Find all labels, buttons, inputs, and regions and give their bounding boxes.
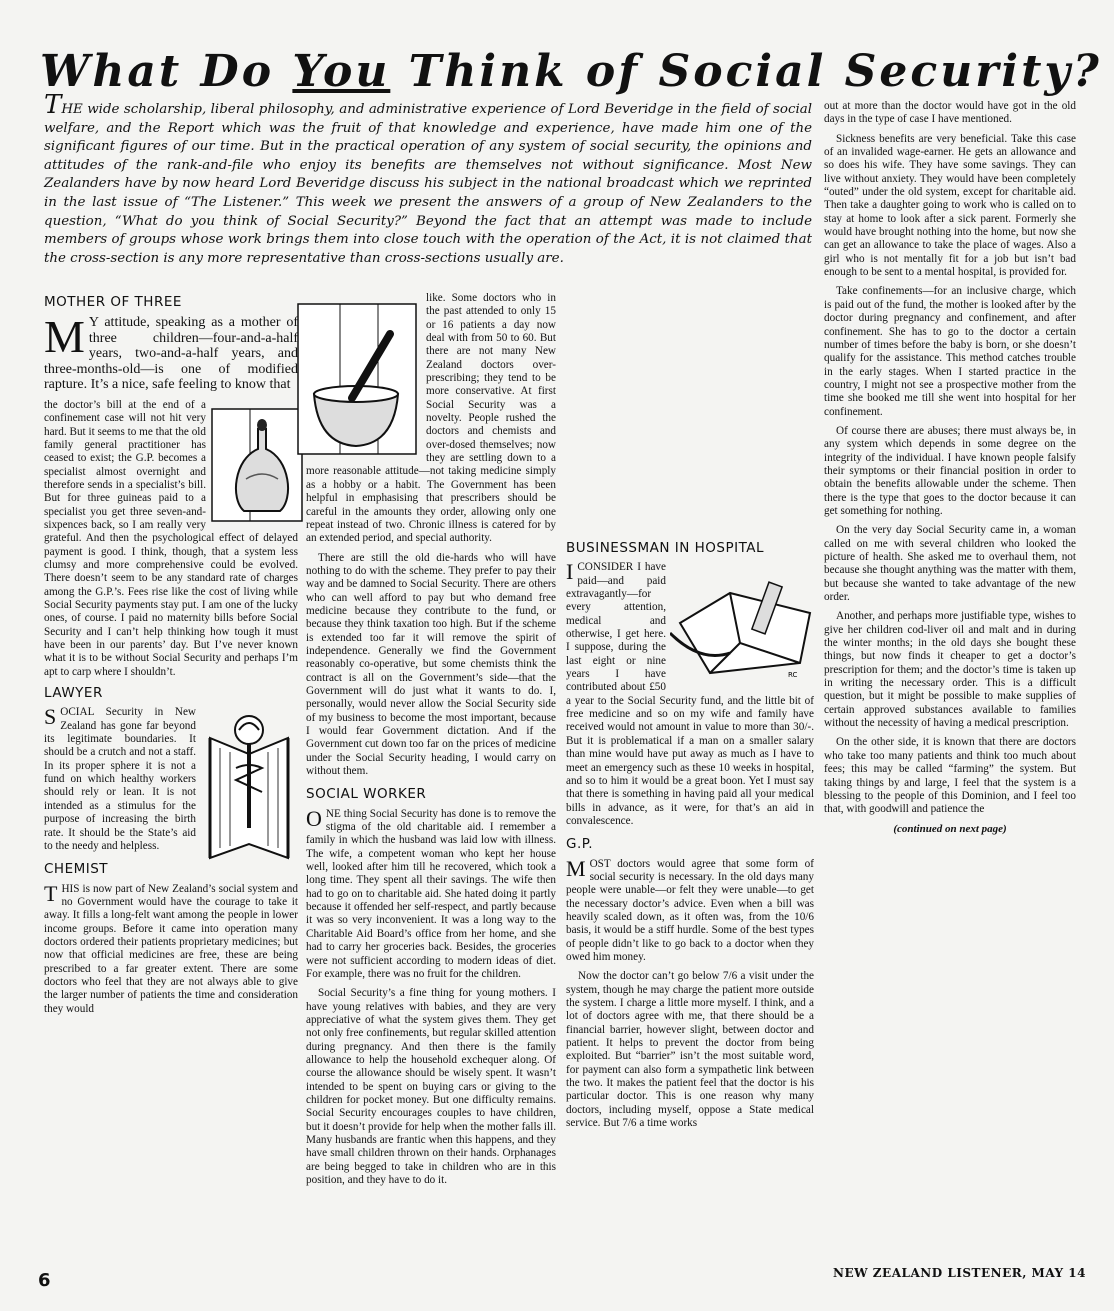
intro-paragraph: THE wide scholarship, liberal philosophy, and administrative experience of Lord Beveridge in the field of social welfare, and the Report which was the fruit of that knowledge and experience, have made him one of the significant figures of our time. But in the practical operation of any system of social security, the opinions and attitudes of the rank-and-file who enjoy its benefits are themselves not without significance. Most New Zealanders have by now heard Lord Beveridge discuss his subject in the national broadcast which we reprinted in the last issue of “The Listener.” This week we present the answers of a group of New Zealanders to the question, “What do you think of Social Security?” Beyond the fact that an attempt was made to include members of groups whose work brings them into close touch with the operation of the Act, it is not claimed that the cross-section is any more representative than cross-sections usually are.: [44, 90, 812, 266]
gp-body-9: On the other side, it is known that there are doctors who take too many patients and think too much about fees; this may be called “farming” the system. But taking things by and large, I feel that the system is a blessing to the people of this Dominion, and I feel too that, with goodwill and patience the: [824, 736, 1076, 816]
gp-body-5: Take confinements—for an inclusive charge, which is paid out of the fund, the mother is looked after by the doctor during pregnancy and confinement, and after confinement. She has to go to the doctor a certain number of times before the baby is born, or she doesn’t qualify for the assistance. This method catches trouble in the early stages. When I started practice in the country, I might not see a prospective mother from the time she booked me till she went into hospital for her confinement.: [824, 285, 1076, 418]
mother-body: the doctor’s bill at the end of a confinement case will not hit very hard. But it seems to me that the old family general practitioner has ceased to exist; the G.P. becomes a specialist almost overnight and therefore sends in a specialist’s bill. But for three guineas paid to a specialist you get three seven-and-sixpences back, so I am really very grateful. And then the psychological effect of delayed payment is good. I think, though, that a system less clumsy and more comprehensive could be evolved. There doesn’t seem to be any standard rate of charges among the G.P.’s. Fees rise like the cost of living while Social Security payments stay put. I am one of the lucky ones, of course. I paid no maternity bills before Social Security and I can’t help thinking how tough it must have been in our parents’ day. But I’ve never known what it is to be without Social Security and perhaps I’m apt to carp where I shouldn’t.: [44, 399, 298, 679]
mother-lead: M Y attitude, speaking as a mother of three children—four-and-a-half years, two-and-a-half years, and three-months-old—is one of modified rapture. It’s a nice, safe feeling to know that: [44, 311, 298, 393]
lawyer-body: SOCIAL Security in New Zealand has gone far beyond its legitimate boundaries. It should be a crutch and not a staff. In its proper sphere it is not a fund on which healthy workers should rely or lean. It is not intended as a stimulus for the purpose of increasing the birth rate. It should be the State’s aid to the needy and helpless.: [44, 706, 298, 853]
decanter-illustration: [210, 399, 306, 523]
gp-body-7: On the very day Social Security came in, a woman called on me with several children who looked the picture of health. She asked me to overhaul them, not because she thought anything was the matter with them, but because she wanted to take advantage of the new order.: [824, 524, 1076, 604]
gp-body-2: Now the doctor can’t go below 7/6 a visit under the system, though he may charge the patient more outside the system. I charge a little more myself. I think, and a lot of doctors agree with me, that there should be a financial barrier, however slight, between doctor and patient. It helps to prevent the doctor from being exploited. But “barrier” isn’t the most suitable word, for payment can also form a sympathetic link between the two. It makes the patient feel that the doctor is his particular doctor. This is one reason why many doctors, including myself, oppose a State medical service. But 7/6 a time works: [566, 970, 814, 1130]
gp-body-4: Sickness benefits are very beneficial. Take this case of an invalided wage-earner. He gets an allowance and so does his wife. They have some savings. They can live without anxiety. They would have been completely “outed” under the old system, except for charitable aid. Then take a daughter going to work who is called on to stay at home to look after a sick parent. Formerly she would have brought nothing into the home, but now she can get an allowance to take the place of wages. Also a girl who is not mentally fit for a job but isn’t bad enough to be sent to a mental hospital, is provided for.: [824, 132, 1076, 279]
gp-body-6: Of course there are abuses; there must always be, in any system which depends in some degree on the integrity of the individual. I have known people falsify their symptoms or their financial position in order to obtain the benefits allowable under the scheme. Then there is the type that goes to the doctor because it can get something for nothing.: [824, 424, 1076, 517]
doctors-bag-illustration: [670, 563, 820, 683]
section-heading-lawyer: LAWYER: [44, 685, 103, 702]
page-number: 6: [38, 1270, 51, 1291]
gp-body-8: Another, and perhaps more justifiable type, wishes to give her children cod-liver oil and malt and in during the winter months; in the old days she bought these things, but now finds it cheaper to get a doctor’s prescription for them; and the doctor’s time is taken up in writing the necessary order. This is a difficult question, but it might be possible to make supplies of certain approved substances available to families without the necessity of having a medical prescription.: [824, 610, 1076, 730]
businessman-body: RC I CONSIDER I have paid—and paid extravagantly—for every attention, medical and otherwise, I get here. I suppose, during the last eight or nine years I have contributed about £50 a year to the Social Security fund, and the little bit of free medicine and so on my wife and family have received would not amount in value to more than 30/-. But it is problematical if a man on a smaller salary than mine would have put away as much as I have to meet an emergency such as these 10 weeks in hospital, and so to him it would be a great boon. Yet I must say that there is something in having paid all your medical bills in advance, as it were, for that’s an aid in convalescence.: [566, 561, 814, 828]
chemist-body-2: like. Some doctors who in the past attended to only 15 or 16 patients a day now deal with from 50 to 60. But there are not many New Zealand doctors over-prescribing; they tend to be more conservative. At first Social Security was a novelty. People rushed the doctors and chemists and over-dosed themselves; now they are settling down to a more reasonable attitude—not taking medicine simply as a hobby or a habit. The Government has been helpful in emphasising that prescribers should be careful in the amounts they order, allowing only one repeat instead of two. Chronic illness is catered for by an extended period, and special authority.: [306, 292, 556, 546]
mortar-pestle-illustration: [294, 294, 420, 458]
section-heading-social-worker: SOCIAL WORKER: [306, 786, 427, 803]
section-heading-chemist: CHEMIST: [44, 861, 109, 878]
chemist-body: THIS is now part of New Zealand’s social system and no Government would have the courage to take it away. It fills a long-felt want among the people in lower income groups. Before it came into operation many doctors ordered their patients proprietary medicines; but now that official medicines are free, these are being prescribed to a far greater extent. There are some doctors who feel that they are not always able to give the larger number of patients the time and consideration they would: [44, 880, 298, 1015]
section-heading-gp: G.P.: [566, 836, 594, 853]
illustrator-mark: RC: [788, 671, 798, 680]
column-1: [44, 292, 298, 1022]
social-worker-body: ONE thing Social Security has done is to remove the stigma of the old charitable aid. I remember a family in which the husband was laid low with illness. The wife, a competent woman who kept her house well, looked after him till he recovered, which took a long time. They spent all their savings. The wife then had to go on to charitable aid. She hated doing it partly because it offended her self-respect, and partly because it was so very inconvenient. It was a long way to the Charitable Aid Board’s office from her home, and she had to carry her groceries back. Besides, the groceries were not sufficient according to modern ideas of diet. For example, there was no fruit for the children.: [306, 805, 556, 980]
medical-emblem-illustration: [200, 708, 298, 864]
continued-note: (continued on next page): [893, 822, 1007, 835]
social-worker-body-2: Social Security’s a fine thing for young mothers. I have young relatives with babies, and they are very appreciative of what the system gives them. They get not only free confinements, but regular skilled attention during pregnancy. And then there is the family allowance to help the household exchequer along. Of course the allowance should be wisely spent. It wasn’t intended to be spent on buying cars or giving to the children for pocket money. But one difficulty remains. Social Security encourages couples to have children, but it doesn’t provide for help when the mother falls ill. Many husbands are frantic when this happens, and they have small children thrown on their hands. Orphanages are being begged to take in children who are in this position, and they have to do it.: [306, 987, 556, 1186]
column-2: [306, 292, 556, 1193]
column-3: [566, 292, 814, 1136]
section-heading-businessman: BUSINESSMAN IN HOSPITAL: [566, 540, 765, 556]
gp-body: MOST doctors would agree that some form of social security is necessary. In the old days many people were unable—or felt they were unable—to get the necessary doctor’s advice. Even when a bill was heavily scaled down, as it often was, from the 10/6 basis, it would be a stiff hurdle. Some of the best types of people didn’t like to go back to a doctor when they owed him money.: [566, 855, 814, 963]
intro-dropcap: T: [44, 90, 62, 120]
gp-body-3: out at more than the doctor would have got in the old days in the type of case I have mentioned.: [824, 100, 1076, 126]
chemist-body-3: There are still the old die-hards who will have nothing to do with the scheme. They prefer to pay their way and be damned to Social Security. There are others who can well afford to pay but who demand free medicine because they contribute to the fund, or because they think taxation too high. But if the scheme is extended too far it will remove the spirit of independence. Generally we find the Government reasonably co-operative, but some chemists think the contract is all on the Government’s side—that the Government will do just what it wants to do. I, personally, would never allow the Social Security side of my business to become the most important, because I would fear Government dictation. And if the Government cut down too far on the prices of medicine under the Social Security heading, I would carry on without them.: [306, 551, 556, 778]
column-4: [824, 100, 1076, 836]
page-title: What Do You Think of Social Security?: [40, 46, 1102, 97]
section-heading-mother: MOTHER OF THREE: [44, 294, 182, 310]
publication-footer: NEW ZEALAND LISTENER, MAY 14: [833, 1266, 1086, 1280]
